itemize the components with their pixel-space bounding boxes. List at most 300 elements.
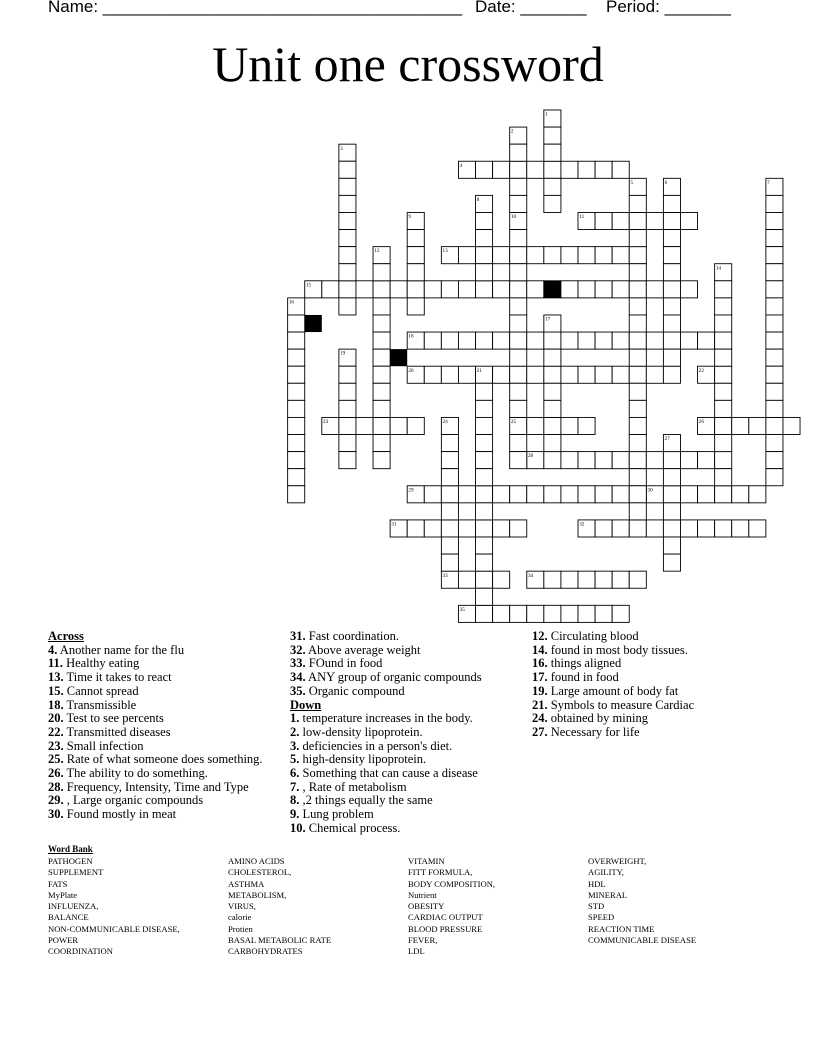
grid-cell[interactable] bbox=[476, 537, 493, 554]
grid-cell[interactable] bbox=[476, 281, 493, 298]
grid-cell[interactable] bbox=[288, 435, 305, 452]
grid-cell[interactable] bbox=[441, 435, 458, 452]
grid-cell[interactable] bbox=[680, 281, 697, 298]
grid-cell[interactable] bbox=[493, 571, 510, 588]
grid-cell[interactable] bbox=[561, 332, 578, 349]
grid-cell[interactable] bbox=[561, 452, 578, 469]
grid-cell[interactable] bbox=[663, 554, 680, 571]
grid-cell[interactable] bbox=[510, 247, 527, 264]
grid-cell[interactable] bbox=[476, 469, 493, 486]
grid-cell[interactable] bbox=[544, 571, 561, 588]
clue-item-number: 30. bbox=[48, 807, 64, 822]
grid-cell[interactable] bbox=[407, 520, 424, 537]
grid-cell[interactable] bbox=[663, 332, 680, 349]
grid-cell[interactable] bbox=[629, 520, 646, 537]
grid-cell[interactable] bbox=[715, 469, 732, 486]
grid-cell[interactable] bbox=[458, 332, 475, 349]
grid-cell[interactable] bbox=[373, 452, 390, 469]
grid-cell[interactable] bbox=[441, 554, 458, 571]
grid-cell[interactable] bbox=[629, 247, 646, 264]
grid-cell[interactable] bbox=[407, 298, 424, 315]
grid-cell[interactable] bbox=[612, 247, 629, 264]
grid-cell[interactable] bbox=[510, 605, 527, 622]
grid-cell[interactable] bbox=[339, 212, 356, 229]
grid-cell[interactable] bbox=[476, 247, 493, 264]
clue-number: 29 bbox=[408, 487, 414, 494]
grid-cell[interactable] bbox=[766, 247, 783, 264]
grid-cell[interactable] bbox=[715, 332, 732, 349]
grid-cell[interactable] bbox=[476, 332, 493, 349]
grid-cell[interactable] bbox=[561, 571, 578, 588]
grid-cell[interactable] bbox=[510, 281, 527, 298]
grid-cell[interactable] bbox=[612, 161, 629, 178]
clue-number: 5 bbox=[630, 179, 634, 186]
grid-cell[interactable] bbox=[595, 247, 612, 264]
grid-cell[interactable] bbox=[766, 383, 783, 400]
grid-cell[interactable] bbox=[715, 486, 732, 503]
grid-cell[interactable] bbox=[458, 281, 475, 298]
grid-cell[interactable] bbox=[441, 486, 458, 503]
grid-cell[interactable] bbox=[715, 435, 732, 452]
grid-cell[interactable] bbox=[663, 349, 680, 366]
grid-cell[interactable] bbox=[663, 315, 680, 332]
grid-cell[interactable] bbox=[595, 605, 612, 622]
grid-cell[interactable] bbox=[476, 486, 493, 503]
grid-cell[interactable] bbox=[561, 281, 578, 298]
grid-cell[interactable] bbox=[766, 195, 783, 212]
grid-cell[interactable] bbox=[441, 366, 458, 383]
grid-cell[interactable] bbox=[458, 520, 475, 537]
grid-cell[interactable] bbox=[715, 383, 732, 400]
grid-cell[interactable] bbox=[510, 195, 527, 212]
grid-cell[interactable] bbox=[544, 178, 561, 195]
grid-cell[interactable] bbox=[356, 281, 373, 298]
grid-cell[interactable] bbox=[766, 264, 783, 281]
grid-cell[interactable] bbox=[732, 417, 749, 434]
grid-cell[interactable] bbox=[629, 230, 646, 247]
grid-cell[interactable] bbox=[339, 298, 356, 315]
grid-cell[interactable] bbox=[612, 486, 629, 503]
grid-cell[interactable] bbox=[339, 435, 356, 452]
grid-cell[interactable] bbox=[715, 349, 732, 366]
grid-cell[interactable] bbox=[441, 520, 458, 537]
grid-cell[interactable] bbox=[339, 281, 356, 298]
grid-cell[interactable] bbox=[527, 247, 544, 264]
grid-cell[interactable] bbox=[715, 315, 732, 332]
grid-cell[interactable] bbox=[544, 486, 561, 503]
grid-cell[interactable] bbox=[493, 281, 510, 298]
grid-cell[interactable] bbox=[663, 366, 680, 383]
grid-cell[interactable] bbox=[493, 247, 510, 264]
grid-cell[interactable] bbox=[339, 383, 356, 400]
grid-cell[interactable] bbox=[493, 605, 510, 622]
grid-cell[interactable] bbox=[510, 435, 527, 452]
grid-cell[interactable] bbox=[578, 247, 595, 264]
grid-cell[interactable] bbox=[612, 520, 629, 537]
grid-cell[interactable] bbox=[544, 366, 561, 383]
grid-cell[interactable] bbox=[407, 230, 424, 247]
grid-cell[interactable] bbox=[493, 520, 510, 537]
grid-cell[interactable] bbox=[339, 452, 356, 469]
grid-cell[interactable] bbox=[407, 247, 424, 264]
grid-cell[interactable] bbox=[510, 452, 527, 469]
grid-cell[interactable] bbox=[663, 537, 680, 554]
grid-cell[interactable] bbox=[629, 349, 646, 366]
grid-cell[interactable] bbox=[766, 435, 783, 452]
grid-cell[interactable] bbox=[373, 383, 390, 400]
grid-cell[interactable] bbox=[612, 605, 629, 622]
grid-cell[interactable] bbox=[510, 486, 527, 503]
grid-cell[interactable] bbox=[407, 264, 424, 281]
grid-cell[interactable] bbox=[373, 281, 390, 298]
grid-cell[interactable] bbox=[356, 417, 373, 434]
grid-cell[interactable] bbox=[493, 486, 510, 503]
grid-cell[interactable] bbox=[663, 212, 680, 229]
grid-cell[interactable] bbox=[629, 571, 646, 588]
grid-cell[interactable] bbox=[373, 417, 390, 434]
grid-cell[interactable] bbox=[510, 298, 527, 315]
grid-cell[interactable] bbox=[373, 298, 390, 315]
grid-cell[interactable] bbox=[663, 486, 680, 503]
grid-cell[interactable] bbox=[424, 520, 441, 537]
grid-cell[interactable] bbox=[544, 349, 561, 366]
grid-cell[interactable] bbox=[510, 264, 527, 281]
grid-cell[interactable] bbox=[646, 212, 663, 229]
grid-cell[interactable] bbox=[544, 332, 561, 349]
grid-cell[interactable] bbox=[561, 605, 578, 622]
grid-cell[interactable] bbox=[766, 400, 783, 417]
grid-cell[interactable] bbox=[629, 503, 646, 520]
grid-cell[interactable] bbox=[663, 520, 680, 537]
grid-cell[interactable] bbox=[373, 435, 390, 452]
grid-cell[interactable] bbox=[527, 605, 544, 622]
grid-cell[interactable] bbox=[578, 605, 595, 622]
grid-cell[interactable] bbox=[390, 281, 407, 298]
grid-cell[interactable] bbox=[766, 212, 783, 229]
grid-cell[interactable] bbox=[544, 161, 561, 178]
grid-cell[interactable] bbox=[766, 298, 783, 315]
grid-cell[interactable] bbox=[510, 178, 527, 195]
grid-cell[interactable] bbox=[595, 486, 612, 503]
grid-cell[interactable] bbox=[578, 161, 595, 178]
grid-cell[interactable] bbox=[288, 349, 305, 366]
grid-cell[interactable] bbox=[424, 486, 441, 503]
grid-cell[interactable] bbox=[629, 332, 646, 349]
grid-cell[interactable] bbox=[680, 332, 697, 349]
grid-cell[interactable] bbox=[527, 366, 544, 383]
grid-cell[interactable] bbox=[458, 486, 475, 503]
grid-cell[interactable] bbox=[458, 247, 475, 264]
grid-cell[interactable] bbox=[646, 281, 663, 298]
grid-cell[interactable] bbox=[476, 161, 493, 178]
grid-cell[interactable] bbox=[288, 486, 305, 503]
grid-cell[interactable] bbox=[629, 435, 646, 452]
grid-cell[interactable] bbox=[629, 366, 646, 383]
grid-cell[interactable] bbox=[493, 161, 510, 178]
grid-cell[interactable] bbox=[663, 469, 680, 486]
grid-cell[interactable] bbox=[595, 281, 612, 298]
grid-cell[interactable] bbox=[288, 383, 305, 400]
grid-cell[interactable] bbox=[510, 383, 527, 400]
date-field[interactable]: Date: _______ bbox=[475, 0, 587, 16]
grid-cell[interactable] bbox=[407, 417, 424, 434]
grid-cell[interactable] bbox=[510, 520, 527, 537]
grid-cell[interactable] bbox=[715, 366, 732, 383]
grid-cell[interactable] bbox=[698, 486, 715, 503]
grid-cell[interactable] bbox=[629, 486, 646, 503]
grid-cell[interactable] bbox=[629, 298, 646, 315]
grid-cell[interactable] bbox=[715, 281, 732, 298]
grid-cell[interactable] bbox=[510, 400, 527, 417]
grid-cell[interactable] bbox=[510, 230, 527, 247]
grid-cell[interactable] bbox=[646, 366, 663, 383]
grid-cell[interactable] bbox=[441, 281, 458, 298]
grid-cell[interactable] bbox=[476, 383, 493, 400]
grid-cell[interactable] bbox=[680, 452, 697, 469]
grid-cell[interactable] bbox=[544, 144, 561, 161]
grid-cell[interactable] bbox=[663, 247, 680, 264]
word-bank-item: VITAMIN bbox=[408, 856, 445, 866]
grid-cell[interactable] bbox=[441, 332, 458, 349]
word-bank-item: MyPlate bbox=[48, 889, 78, 900]
grid-cell[interactable] bbox=[578, 452, 595, 469]
grid-cell[interactable] bbox=[749, 520, 766, 537]
grid-cell[interactable] bbox=[339, 400, 356, 417]
grid-cell[interactable] bbox=[612, 366, 629, 383]
grid-cell[interactable] bbox=[612, 452, 629, 469]
grid-cell[interactable] bbox=[288, 452, 305, 469]
grid-cell[interactable] bbox=[646, 332, 663, 349]
grid-cell[interactable] bbox=[578, 571, 595, 588]
name-field[interactable]: Name: ______________________________________ bbox=[48, 0, 463, 16]
grid-cell[interactable] bbox=[288, 400, 305, 417]
word-bank-item: CARDIAC OUTPUT bbox=[408, 912, 483, 923]
grid-cell[interactable] bbox=[441, 452, 458, 469]
grid-cell[interactable] bbox=[715, 417, 732, 434]
grid-cell[interactable] bbox=[476, 588, 493, 605]
period-field[interactable]: Period: _______ bbox=[606, 0, 731, 16]
grid-cell[interactable] bbox=[527, 161, 544, 178]
clue-number: 24 bbox=[442, 419, 448, 426]
grid-cell[interactable] bbox=[680, 520, 697, 537]
grid-cell[interactable] bbox=[476, 400, 493, 417]
grid-cell[interactable] bbox=[595, 212, 612, 229]
grid-cell[interactable] bbox=[544, 435, 561, 452]
grid-cell[interactable] bbox=[578, 366, 595, 383]
grid-cell[interactable] bbox=[680, 486, 697, 503]
grid-cell[interactable] bbox=[441, 537, 458, 554]
grid-cell[interactable] bbox=[629, 212, 646, 229]
grid-cell[interactable] bbox=[476, 230, 493, 247]
grid-cell[interactable] bbox=[527, 486, 544, 503]
grid-cell[interactable] bbox=[476, 554, 493, 571]
word-bank-item: ASTHMA bbox=[228, 878, 265, 889]
clue-item-number: 15. bbox=[48, 683, 64, 698]
grid-cell[interactable] bbox=[766, 349, 783, 366]
clue-item bbox=[48, 794, 278, 808]
grid-cell[interactable] bbox=[544, 605, 561, 622]
grid-cell[interactable] bbox=[476, 571, 493, 588]
grid-cell[interactable] bbox=[441, 469, 458, 486]
grid-cell[interactable] bbox=[766, 452, 783, 469]
grid-cell[interactable] bbox=[629, 281, 646, 298]
grid-cell[interactable] bbox=[646, 452, 663, 469]
grid-cell[interactable] bbox=[561, 417, 578, 434]
grid-cell[interactable] bbox=[476, 503, 493, 520]
grid-cell[interactable] bbox=[561, 161, 578, 178]
grid-cell[interactable] bbox=[288, 417, 305, 434]
grid-cell[interactable] bbox=[629, 417, 646, 434]
grid-cell[interactable] bbox=[595, 332, 612, 349]
word-bank-item: SPEED bbox=[588, 912, 615, 923]
grid-cell[interactable] bbox=[663, 452, 680, 469]
grid-cell[interactable] bbox=[595, 452, 612, 469]
grid-cell[interactable] bbox=[544, 400, 561, 417]
grid-cell[interactable] bbox=[476, 212, 493, 229]
grid-cell[interactable] bbox=[663, 195, 680, 212]
grid-cell[interactable] bbox=[544, 247, 561, 264]
grid-cell[interactable] bbox=[629, 452, 646, 469]
grid-cell[interactable] bbox=[595, 366, 612, 383]
grid-cell[interactable] bbox=[663, 230, 680, 247]
grid-cell[interactable] bbox=[629, 315, 646, 332]
grid-cell[interactable] bbox=[629, 264, 646, 281]
grid-cell[interactable] bbox=[715, 298, 732, 315]
grid-cell[interactable] bbox=[510, 161, 527, 178]
grid-cell[interactable] bbox=[629, 469, 646, 486]
grid-cell[interactable] bbox=[595, 161, 612, 178]
grid-cell[interactable] bbox=[373, 332, 390, 349]
grid-cell[interactable] bbox=[680, 212, 697, 229]
grid-cell[interactable] bbox=[766, 366, 783, 383]
grid-cell[interactable] bbox=[527, 417, 544, 434]
grid-cell[interactable] bbox=[663, 503, 680, 520]
grid-cell[interactable] bbox=[578, 417, 595, 434]
grid-cell[interactable] bbox=[732, 486, 749, 503]
grid-cell[interactable] bbox=[663, 281, 680, 298]
grid-cell[interactable] bbox=[663, 298, 680, 315]
grid-cell[interactable] bbox=[339, 161, 356, 178]
grid-cell[interactable] bbox=[783, 417, 800, 434]
grid-cell[interactable] bbox=[493, 366, 510, 383]
grid-cell[interactable] bbox=[288, 366, 305, 383]
grid-cell[interactable] bbox=[339, 264, 356, 281]
grid-cell[interactable] bbox=[424, 332, 441, 349]
grid-cell[interactable] bbox=[390, 417, 407, 434]
grid-cell[interactable] bbox=[766, 315, 783, 332]
clue-item bbox=[532, 712, 762, 726]
grid-cell[interactable] bbox=[544, 452, 561, 469]
grid-cell[interactable] bbox=[441, 503, 458, 520]
grid-cell[interactable] bbox=[424, 366, 441, 383]
grid-cell[interactable] bbox=[288, 315, 305, 332]
grid-cell[interactable] bbox=[373, 366, 390, 383]
grid-cell[interactable] bbox=[612, 332, 629, 349]
grid-cell[interactable] bbox=[612, 212, 629, 229]
grid-cell[interactable] bbox=[766, 230, 783, 247]
grid-cell[interactable] bbox=[544, 383, 561, 400]
grid-cell[interactable] bbox=[510, 366, 527, 383]
grid-cell[interactable] bbox=[288, 469, 305, 486]
grid-cell[interactable] bbox=[698, 452, 715, 469]
grid-cell[interactable] bbox=[476, 452, 493, 469]
grid-cell[interactable] bbox=[629, 400, 646, 417]
grid-cell[interactable] bbox=[476, 417, 493, 434]
grid-cell[interactable] bbox=[288, 332, 305, 349]
grid-cell[interactable] bbox=[595, 571, 612, 588]
grid-cell[interactable] bbox=[510, 144, 527, 161]
grid-cell[interactable] bbox=[476, 435, 493, 452]
grid-cell[interactable] bbox=[510, 332, 527, 349]
grid-cell[interactable] bbox=[339, 178, 356, 195]
grid-cell[interactable] bbox=[373, 264, 390, 281]
grid-cell[interactable] bbox=[561, 486, 578, 503]
grid-cell[interactable] bbox=[527, 332, 544, 349]
grid-cell[interactable] bbox=[510, 315, 527, 332]
grid-cell[interactable] bbox=[458, 366, 475, 383]
grid-cell[interactable] bbox=[629, 195, 646, 212]
grid-cell[interactable] bbox=[373, 349, 390, 366]
grid-cell[interactable] bbox=[766, 469, 783, 486]
grid-cell[interactable] bbox=[544, 127, 561, 144]
grid-cell[interactable] bbox=[715, 452, 732, 469]
grid-cell[interactable] bbox=[510, 349, 527, 366]
grid-cell[interactable] bbox=[476, 264, 493, 281]
grid-cell[interactable] bbox=[339, 366, 356, 383]
grid-cell[interactable] bbox=[373, 315, 390, 332]
grid-cell[interactable] bbox=[561, 247, 578, 264]
grid-cell[interactable] bbox=[476, 520, 493, 537]
grid-cell[interactable] bbox=[766, 417, 783, 434]
grid-cell[interactable] bbox=[646, 520, 663, 537]
grid-cell[interactable] bbox=[715, 520, 732, 537]
grid-cell[interactable] bbox=[339, 230, 356, 247]
grid-cell[interactable] bbox=[544, 195, 561, 212]
grid-cell[interactable] bbox=[561, 366, 578, 383]
grid-cell[interactable] bbox=[339, 247, 356, 264]
grid-cell[interactable] bbox=[612, 281, 629, 298]
word-bank-item: SUPPLEMENT bbox=[48, 867, 104, 878]
grid-cell[interactable] bbox=[698, 520, 715, 537]
grid-cell[interactable] bbox=[458, 571, 475, 588]
grid-cell[interactable] bbox=[612, 571, 629, 588]
grid-cell[interactable] bbox=[663, 264, 680, 281]
grid-cell[interactable] bbox=[339, 195, 356, 212]
grid-cell[interactable] bbox=[715, 400, 732, 417]
grid-cell[interactable] bbox=[578, 281, 595, 298]
grid-cell[interactable] bbox=[424, 281, 441, 298]
grid-cell[interactable] bbox=[749, 417, 766, 434]
grid-cell[interactable] bbox=[629, 383, 646, 400]
grid-cell[interactable] bbox=[339, 417, 356, 434]
grid-cell[interactable] bbox=[749, 486, 766, 503]
grid-cell[interactable] bbox=[578, 332, 595, 349]
grid-cell[interactable] bbox=[766, 281, 783, 298]
grid-cell[interactable] bbox=[544, 417, 561, 434]
grid-cell[interactable] bbox=[322, 281, 339, 298]
grid-cell[interactable] bbox=[476, 605, 493, 622]
grid-cell[interactable] bbox=[527, 281, 544, 298]
grid-cell[interactable] bbox=[732, 520, 749, 537]
grid-cell[interactable] bbox=[766, 332, 783, 349]
grid-cell[interactable] bbox=[407, 281, 424, 298]
grid-cell[interactable] bbox=[373, 400, 390, 417]
word-bank-column-3 bbox=[408, 856, 495, 958]
grid-cell[interactable] bbox=[493, 332, 510, 349]
grid-cell[interactable] bbox=[595, 520, 612, 537]
grid-cell[interactable] bbox=[698, 332, 715, 349]
grid-cell[interactable] bbox=[578, 486, 595, 503]
